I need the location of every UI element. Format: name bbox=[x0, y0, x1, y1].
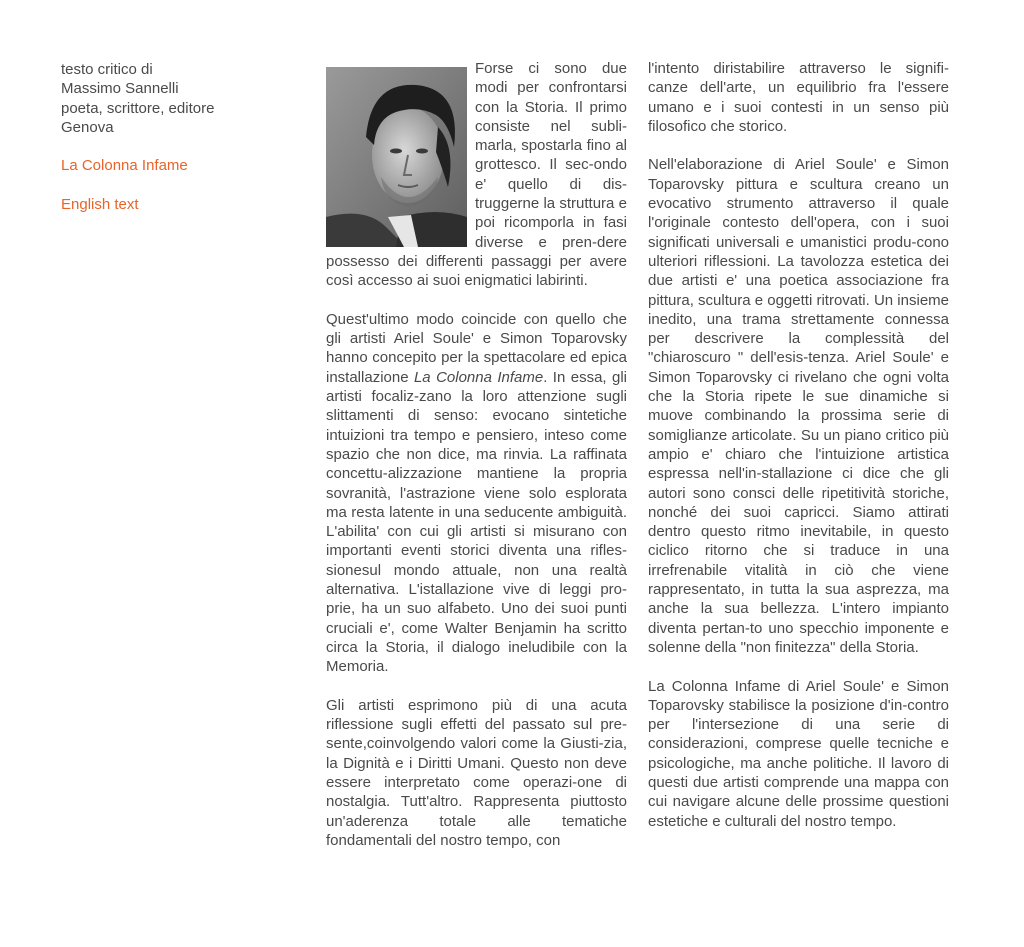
author-credit: testo critico di Massimo Sannelli poeta, scrittore, editore Genova bbox=[61, 61, 215, 136]
paragraph-2-end: . In essa, gli artisti focaliz-zano la loro attenzione sugli slittamenti di senso: evocano sintetiche intuizioni tra tempo e pensiero, inteso come spazio che non dice, ma rinvia. La raffinata concettu-alizzazione mantiene la propria sovranità, l'astrazione viene solo esplorata ma resta latente in una seducente ambiguità. L'abilita' con cui gli artisti si misurano con importanti eventi storici diventa una rifles-sionesul mondo attuale, non una realtà alternativa. L'istallazione vive di leggi pro-prie, ha un suo alfabeto. Uno dei suoi punti cruciali e', come Walter Benjamin ha scritto circa la Storia, il dialogo ineludibile con la Memoria. bbox=[326, 368, 627, 676]
link-la-colonna-infame[interactable]: La Colonna Infame bbox=[61, 157, 188, 175]
paragraph-2 bbox=[326, 310, 627, 677]
author-portrait bbox=[326, 67, 467, 247]
link-english-text[interactable]: English text bbox=[61, 196, 139, 214]
installation-title: La Colonna Infame bbox=[413, 368, 544, 386]
paragraph-2-start: Quest'ultimo modo coincide con quello che gli artisti Ariel Soule' e Simon Toparovsky hanno concepito per la spettacolare ed epica installazione bbox=[326, 310, 627, 386]
paragraph-6: La Colonna Infame di Ariel Soule' e Simon Toparovsky stabilisce la posizione d'in-contro per l'intersezione di una serie di considerazioni, comprese quelle tecniche e psicologiche, ma anche politiche. Il lavoro di questi due artisti comprende una mappa con cui navigare alcune delle prossime questioni estetiche e culturali del nostro tempo. bbox=[648, 677, 949, 830]
text-column-left bbox=[326, 59, 627, 869]
text-column-right bbox=[648, 59, 949, 850]
sidebar bbox=[61, 60, 281, 234]
portrait-image bbox=[326, 67, 467, 247]
paragraph-5: Nell'elaborazione di Ariel Soule' e Simon Toparovsky pittura e scultura creano un evocativo strumento attraverso il quale l'originale contesto dell'opera, con i suoi significati universali e umanistici produ-cono ulteriori riflessioni. La tavolozza estetica dei due artisti e' una poetica associazione fra pittura, scultura e oggetti ritrovati. Un insieme inedito, una trama strettamente connessa per descrivere la complessità del "chiaroscuro " dell'esis-tenza. Ariel Soule' e Simon Toparovsky ci rivelano che ogni volta che la Storia ripete le sue dinamiche si muove combinando la prossima serie di somiglianze articolate. Su un piano critico più ampio e' chiaro che l'intuizione artistica espressa nell'in-stallazione ci dice che gli autori sono consci delle ripetitività storiche, nonché dei suoi capricci. Siamo attirati dentro questo ritmo inevitabile, in questo ciclico ritorno che si traduce in una irrefrenabile vitalità in ciò che viene rappresentato, in tutta la sua asprezza, ma anche la sua bellezza. L'intero impianto diventa pertan-to uno specchio imponente e solenne della "non finitezza" della Storia. bbox=[648, 156, 949, 656]
paragraph-1: Forse ci sono due modi per confrontarsi con la Storia. Il primo consiste nel subli-marla, spostarla fino al grottesco. Il sec-ondo e' quello di dis-truggerne la struttura e poi ricomporla in fasi diverse e pren-dere possesso dei differenti passaggi per avere così accesso ai suoi enigmatici labirinti. bbox=[326, 60, 627, 290]
paragraph-3: Gli artisti esprimono più di una acuta riflessione sugli effetti del passato sul pre-sente,coinvolgendo valori come la Giusti-zia, la Dignità e i Diritti Umani. Questo non deve essere interpretato come operazi-one di nostalgia. Tutt'altro. Rappresenta piuttosto un'aderenza totale alle tematiche fondamentali del nostro tempo, con bbox=[326, 696, 627, 849]
paragraph-4: l'intento diristabilire attraverso le signifi-canze dell'arte, un equilibrio fra l'essere umano e i suoi contesti in un senso più filosofico che storico. bbox=[648, 60, 949, 135]
